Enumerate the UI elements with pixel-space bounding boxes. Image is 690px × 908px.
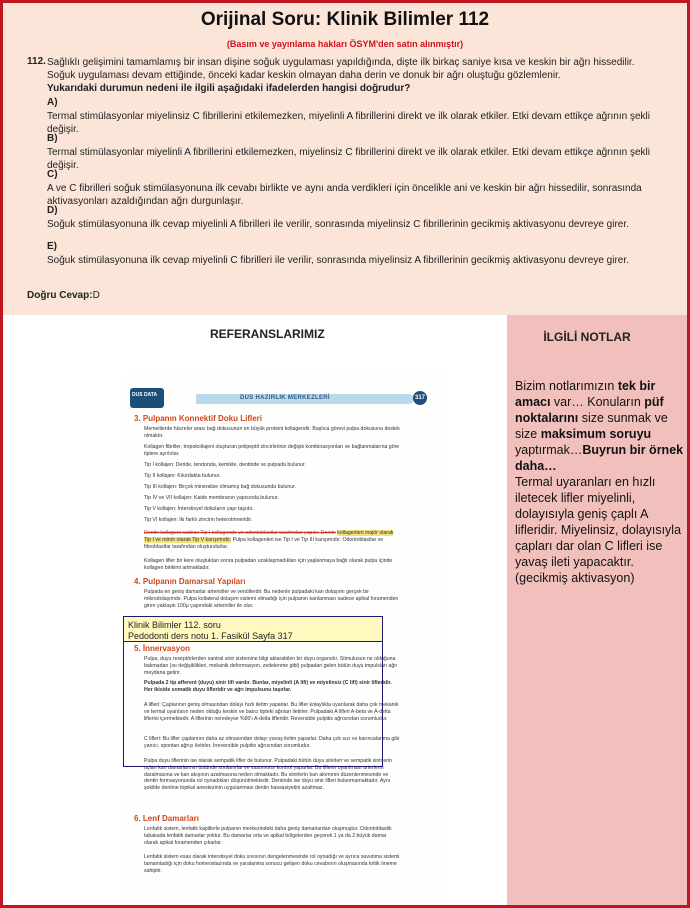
notes-intro-part: size sunmak ve size xyxy=(515,411,668,441)
notes-intro-bold: tek bir amacı xyxy=(515,379,656,409)
collagen-type-6: Tip VI kollajen: İki farklı zincirin heterotrimeridir. xyxy=(144,517,253,523)
correct-answer xyxy=(27,290,100,301)
collagen-accumulation-note: Kollagen lifler bir kere oluştuktan sonra pulpadan uzaklaşmadıkları için yaşlanmaya bağlı olarak pulpa içinde kollagen birikimi artmaktadır. xyxy=(144,558,393,571)
section-6-para-2: Lenfatik sistem esas olarak interstisyel doku sıvısının dengelenmesinde rol oynadığı ve ayrıca savunma sistemi tamamladığı için doku homeostazında ve yaralanma sonucu gelişen doku cevabının oluşmasında kritik öneme sahiptir. xyxy=(144,854,400,874)
section-5-para-1: Pulpa, duyu reseptörlerden santral sinir sistemine bilgi aktarabilen bir duyu organıdır. Stimulusun ne olduğuna bakmadan (ısı değişiklikleri, mekanik deformasyon, zedelenme gibi) pulpadan gelen bütün duyu impulsları ağrı meydana getirir. xyxy=(144,656,398,676)
collagen-type-4-7: Tip IV ve VII kollajen: Kaide membranın yapısında bulunur. xyxy=(144,495,279,501)
option-e-text: Soğuk stimülasyonuna ilk cevap miyelinli C fibrilleri ile verilir, sonrasında miyelinsiz A fibrillerinin gecikmiş aktivasyonu devreye girer. xyxy=(47,255,629,266)
collagen-type-5: Tip V kollajen: İnterstisyel dokuların yapı taşıdır. xyxy=(144,506,254,512)
option-c-text: A ve C fibrilleri soğuk stimülasyonuna ilk cevabı birlikte ve aynı anda verdikleri için öncelikle ani ve keskin bir ağrı hissedilir, sonrasında aktivasyonları azaldığından ağrı durgunlaşır. xyxy=(47,183,642,207)
option-a-text: Termal stimülasyonlar miyelinsiz C fibrillerini etkilemezken, miyelinli A fibrillerini direkt ve ilk olarak etkiler. Etki devam ettikçe ağrının şekli değişir. xyxy=(47,111,650,135)
copyright-notice: (Basım ve yayınlama hakları ÖSYM'den satın alınmıştır) xyxy=(226,39,464,49)
question-panel xyxy=(3,3,687,315)
page-title: Orijinal Soru: Klinik Bilimler 112 xyxy=(200,9,490,30)
callout-question-ref: Klinik Bilimler 112. soru xyxy=(128,620,221,630)
answer-label: Doğru Cevap: xyxy=(27,290,93,301)
book-page-number: 317 xyxy=(413,391,427,405)
dentin-collagen-highlight: kollagenleri majör olarak Tip I ve minör olarak Tip V karışımıdır. xyxy=(144,530,394,543)
option-c-letter: C) xyxy=(47,169,58,180)
brand-logo xyxy=(130,388,164,408)
question-number: 112. xyxy=(27,56,46,67)
section-5-para-3: A lifleri: Çaplarının geniş olmasından dolayı hızlı iletim yaparlar. Bu lifler kolaylıkla uyarılarak daha çok mekanik ve termal uyarıların neden olduğu keskin ve batıcı tipteki ağrıları iletirler. Pulpadaki A lifleri A-beta ve A-delta liflerini içermektedir. A liflerinin neredeyse %90'ı A-delta lifleridir. Reversible pulpitis ağrısından sorumludur. xyxy=(144,702,399,722)
notes-body xyxy=(515,378,685,586)
notes-panel xyxy=(507,315,687,905)
question-text xyxy=(47,56,657,95)
section-6-para-1: Lenfatik sistem, lenfatik kapillerle pulpanın merkezindeki daha geniş damarlardan oluşmuştur. Odontoblastik tabakada lenfatik damarlar yoktur. Bu damarlar orta ve apikal bölgelerden geçerek 1 ya da 2 büyük damar olarak apikal foramenden çıkarlar. xyxy=(144,826,392,846)
section-5-title: 5. İnnervasyon xyxy=(134,644,191,653)
reference-callout xyxy=(123,616,383,642)
dentin-collagen-note xyxy=(144,530,400,550)
notes-intro-part: yaptırmak… xyxy=(515,443,583,457)
notes-title: İLGİLİ NOTLAR xyxy=(543,330,631,344)
collagen-type-2: Tip II kollajen: Kıkırdakta bulunur. xyxy=(144,473,221,479)
notes-intro-bold: maksimum soruyu xyxy=(540,427,652,441)
section-3-title: 3. Pulpanın Konnektif Doku Lifleri xyxy=(134,414,263,423)
section-6-title: 6. Lenf Damarları xyxy=(134,814,199,823)
question-stem: Sağlıklı gelişimini tamamlamış bir insan dişine soğuk uygulaması yapıldığında, dişte ilk birkaç saniye kısa ve keskin bir ağrı hissedilir. Soğuk uygulaması devam ettiğinde, önceki kadar keskin olmayan daha derin ve donuk bir ağrı oluştuğu gözlemlenir. xyxy=(47,57,635,81)
question-prompt: Yukarıdaki durumun nedeni ile ilgili aşağıdaki ifadelerden hangisi doğrudur? xyxy=(47,83,411,94)
option-e-letter: E) xyxy=(47,241,57,252)
section-3-para: Kollagen fibriller, tropokollajeni oluşturan polipeptit zincirlerinin değişik kombinasyonları ve bağlanmalarına göre tiplere ayrılırlar. xyxy=(144,444,400,457)
collagen-type-3: Tip III kollajen: Birçok mineralize olmamış bağ dokusunda bulunur. xyxy=(144,484,297,490)
reference-callout-frame xyxy=(123,641,383,767)
callout-source-ref: Pedodonti ders notu 1. Fasikül Sayfa 317 xyxy=(128,631,293,641)
option-d-letter: D) xyxy=(47,205,58,216)
notes-intro-part: Bizim notlarımızın xyxy=(515,379,618,393)
answer-value: D xyxy=(92,290,100,301)
brand-logo-text: DUS DATA xyxy=(132,392,158,398)
section-5-para-5: Pulpa duyu liflerinin ise olarak sempatik lifler de bulunur. Pulpadaki bütün duyu sinirleri ve sempatik sinirlerin uçları kan damarlarının üstünde sonlanırlar ve vasomotor kontrol yaparlar. Bu liflerin uyarılması arterlerin daralmasına ve kan akışının azalmasına neden olmaktadır. Bu sinirlerin kan akımının düzenlenmesinde ve dentin formasyonunda rol oynadıkları düşünülmektedir. Dentinde ise duyu sinir lifleri bulunmamaktadır. Aynı şekilde dentine topikal anestezinin uygulanması dentin hassasiyetini azaltmaz. xyxy=(144,758,392,792)
option-a-letter: A) xyxy=(47,97,58,108)
collagen-type-1: Tip I kollajen: Deride, tendonda, kemikte, dentinde ve pulpada bulunur. xyxy=(144,462,306,468)
option-b-letter: B) xyxy=(47,133,58,144)
section-5-para-2: Pulpada 2 tip afferent (duyu) sinir lifi vardır. Bunlar, miyelinli (A lifi) ve miyelinsiz (C lifi) sinir lifleridir. Her ikiside somatik duyu lifleridir ve ağrı impulsunu taşırlar. xyxy=(144,680,392,693)
notes-intro-bold: püf noktalarını xyxy=(515,395,664,425)
notes-intro-part: var… Konuların xyxy=(550,395,645,409)
section-4-para: Pulpada en geniş damarlar arterioller ve venüllerdir. Bu nedenle pulpadaki kan dolaşımı gerçek bir mikrodolaşımdır. Pulpa kollateral dolaşım sistemi olmadığı için pulpanın kanlanması sadece apikal foramenden giren yaklaşık 100μ çapındaki arterioller ile olur. xyxy=(144,589,399,609)
section-3-intro: Memelilerde hücreler arası bağ dokusunun en büyük proteini kollagendir. Başlıca görevi pulpa dokusuna destek olmaktır. xyxy=(144,426,400,439)
notes-intro-bold: Buyrun bir örnek daha… xyxy=(515,443,684,473)
notes-intro xyxy=(515,378,685,474)
header-band-text: DUS HAZIRLIK MERKEZLERİ xyxy=(240,395,330,401)
pulp-collagen-note: Pulpa kollagenleri ise Tip I ve Tip III karışımıdır. Odontoblastlar ve fibroblastlar tarafından oluşturulurlar. xyxy=(144,536,384,550)
notes-explanation: Termal uyaranları en hızlı iletecek lifler miyelinli, dolayısıyla geniş çaplı A lifleridir. Miyelinsiz, dolayısıyla çapları dar olan C lifleri ise yavaş ileti yapacaktır. (gecikmiş aktivasyon) xyxy=(515,475,682,585)
dentin-collagen-strike: Dentin kollageni sadece Tip I kollagende ve odontoblastlar tarafından yapılır. Dentin xyxy=(144,530,336,536)
book-header xyxy=(124,386,434,416)
option-b-text: Termal stimülasyonlar miyelinli A fibrillerini etkilemezken, miyelinsiz C fibrillerini direkt ve ilk olarak etkiler. Etki devam ettikçe ağrının şekli değişir. xyxy=(47,147,650,171)
references-title: REFERANSLARIMIZ xyxy=(210,327,325,341)
option-d-text: Soğuk stimülasyonuna ilk cevap miyelinli A fibrilleri ile verilir, sonrasında miyelinsiz C fibrillerinin gecikmiş aktivasyonu devreye girer. xyxy=(47,219,629,230)
section-4-title: 4. Pulpanın Damarsal Yapıları xyxy=(134,577,246,586)
section-5-para-4: C lifleri: Bu lifler çaplarının daha az olmasından dolayı yavaş iletim yaparlar. Daha çok sızı ve karıncalanma gibi yanıcı, spontan ağrıyı iletirler. İrreversible pulpitis ağrısından sorumludur. xyxy=(144,736,400,749)
